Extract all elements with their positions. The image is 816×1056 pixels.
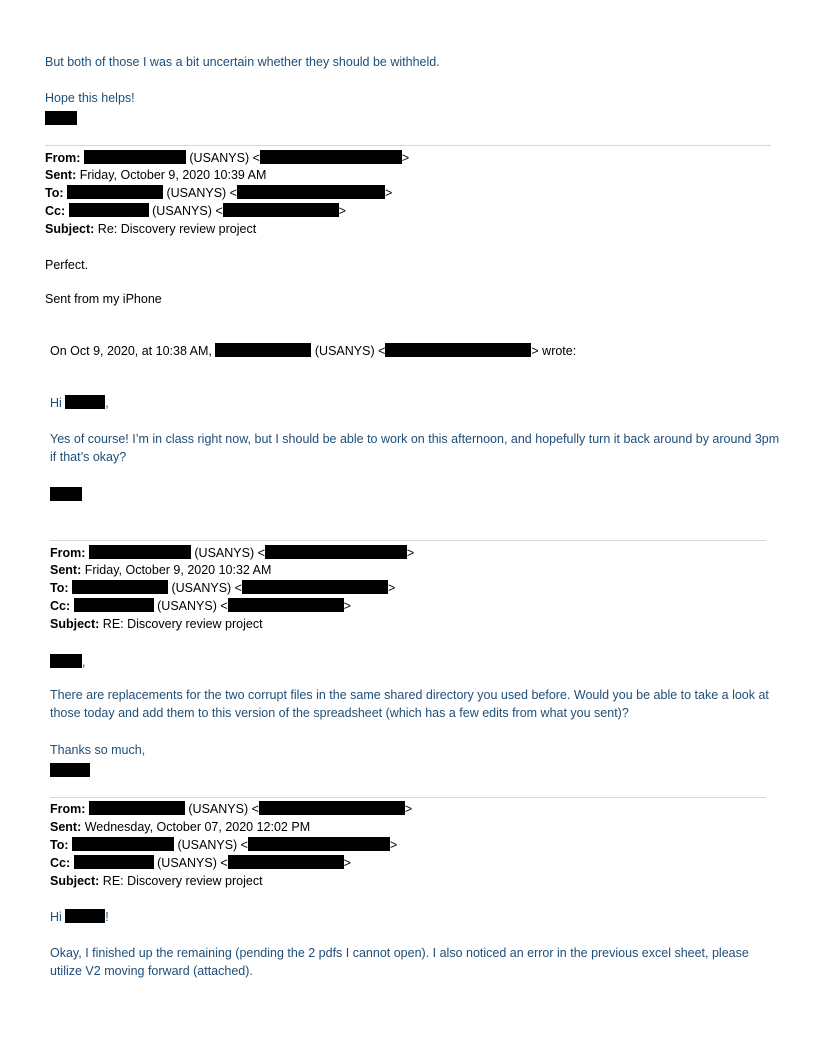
body-line: But both of those I was a bit uncertain whether they should be withheld. xyxy=(45,55,440,69)
email-cc-line: Cc: (USANYS) < > xyxy=(45,204,346,218)
greeting: Hi ! xyxy=(50,910,109,924)
email-sent-line: Sent: Wednesday, October 07, 2020 12:02 PM xyxy=(50,820,311,834)
email-to-line: To: (USANYS) < > xyxy=(45,186,393,200)
email-cc-line: Cc: (USANYS) < > xyxy=(50,599,351,613)
closing: Thanks so much, xyxy=(50,743,146,757)
email-to-line: To: (USANYS) < > xyxy=(50,838,398,852)
email-from-line: From: (USANYS) < > xyxy=(50,802,413,816)
email-from-line: From: (USANYS) < > xyxy=(45,151,410,165)
email-subject-line: Subject: RE: Discovery review project xyxy=(50,874,263,888)
email-to-line: To: (USANYS) < > xyxy=(50,581,396,595)
redacted-signature xyxy=(50,486,82,504)
email-sent-line: Sent: Friday, October 9, 2020 10:39 AM xyxy=(45,168,267,182)
email-cc-line: Cc: (USANYS) < > xyxy=(50,856,351,870)
body-paragraph: There are replacements for the two corrupt files in the same shared directory you used before. Would you be able to take a look at those today and add them to this version of the spreadsheet (which has a few edits from what you sent)? xyxy=(50,688,769,720)
divider xyxy=(45,145,771,146)
body-line: Perfect. xyxy=(45,258,89,272)
email-subject-line: Subject: RE: Discovery review project xyxy=(50,617,263,631)
body-line: Hope this helps! xyxy=(45,91,135,105)
body-line: Sent from my iPhone xyxy=(45,292,162,306)
divider xyxy=(50,540,766,541)
body-paragraph: Okay, I finished up the remaining (pending the 2 pdfs I cannot open). I also noticed an error in the previous excel sheet, please utilize V2 moving forward (attached). xyxy=(50,946,749,978)
greeting: , xyxy=(50,653,85,671)
quote-intro: On Oct 9, 2020, at 10:38 AM, (USANYS) < > wrote: xyxy=(50,344,577,358)
divider xyxy=(50,797,766,798)
email-subject-line: Subject: Re: Discovery review project xyxy=(45,222,257,236)
greeting: Hi , xyxy=(50,396,109,410)
redacted-signature xyxy=(50,762,90,780)
redacted-signature xyxy=(45,110,77,128)
body-paragraph: Yes of course! I’m in class right now, but I should be able to work on this afternoon, and hopefully turn it back around by around 3pm if that’s okay? xyxy=(50,432,780,464)
email-sent-line: Sent: Friday, October 9, 2020 10:32 AM xyxy=(50,563,272,577)
email-from-line: From: (USANYS) < > xyxy=(50,546,415,560)
